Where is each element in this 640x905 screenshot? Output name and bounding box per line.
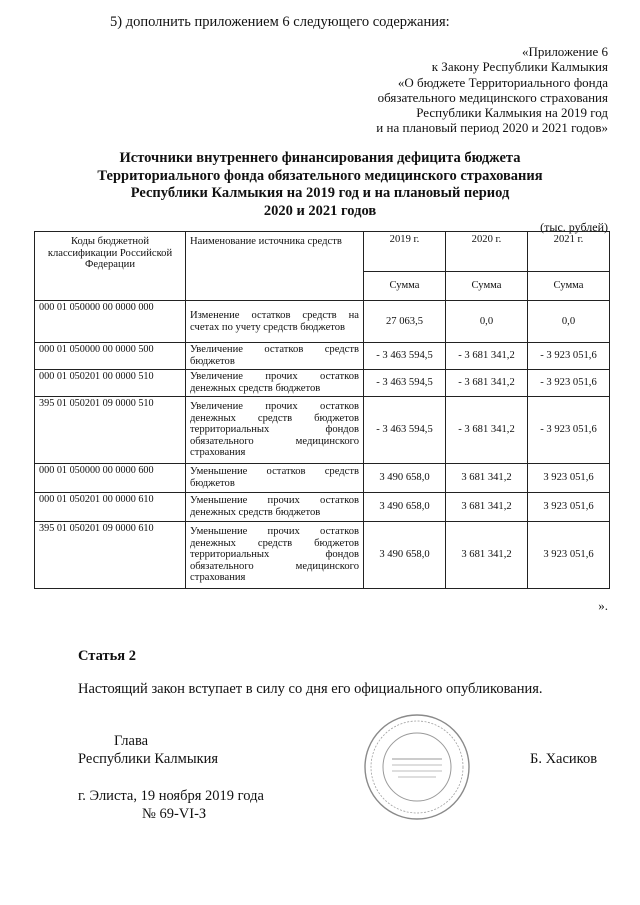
annex-reference: [376, 44, 608, 136]
row-value-2020: - 3 681 341,2: [446, 397, 528, 464]
annex-line: «Приложение 6: [521, 44, 608, 59]
annex-line: к Закону Республики Калмыкия: [431, 59, 608, 75]
row-value-2019: 3 490 658,0: [364, 522, 446, 589]
place-date: г. Элиста, 19 ноября 2019 года: [78, 788, 264, 804]
row-value-2019: - 3 463 594,5: [364, 343, 446, 370]
table-row: [35, 493, 610, 522]
header-sum: Сумма: [528, 272, 610, 301]
signature-title-line1: Глава: [114, 733, 149, 749]
official-seal-icon: [362, 712, 472, 822]
row-code: 000 01 050000 00 0000 000: [35, 301, 186, 343]
table-row: [35, 522, 610, 589]
header-year-2019: 2019 г.: [364, 232, 446, 272]
row-value-2019: 27 063,5: [364, 301, 446, 343]
row-value-2021: - 3 923 051,6: [528, 343, 610, 370]
row-value-2020: - 3 681 341,2: [446, 370, 528, 397]
annex-line: Республики Калмыкия на 2019 год: [416, 105, 608, 121]
row-name: Увеличение остатков средств бюджетов: [186, 343, 364, 370]
header-sum: Сумма: [364, 272, 446, 301]
row-value-2020: 3 681 341,2: [446, 522, 528, 589]
article-heading: Статья 2: [78, 648, 136, 664]
row-name: Увеличение прочих остатков денежных средств бюджетов территориальных фондов обязательного медицинского страхования: [186, 397, 364, 464]
header-year-2021: 2021 г.: [528, 232, 610, 272]
annex-line: и на плановый период 2020 и 2021 годов»: [376, 120, 608, 136]
table-row: [35, 301, 610, 343]
row-code: 000 01 050000 00 0000 600: [35, 464, 186, 493]
row-code: 395 01 050201 09 0000 510: [35, 397, 186, 464]
title-line: 2020 и 2021 годов: [263, 202, 377, 219]
signature-title-line2: Республики Калмыкия: [78, 751, 219, 767]
row-code: 395 01 050201 09 0000 610: [35, 522, 186, 589]
row-value-2021: 3 923 051,6: [528, 522, 610, 589]
row-value-2021: 3 923 051,6: [528, 464, 610, 493]
table-row: [35, 397, 610, 464]
document-title: [60, 150, 580, 220]
row-value-2020: 3 681 341,2: [446, 464, 528, 493]
row-value-2019: 3 490 658,0: [364, 464, 446, 493]
budget-sources-table: [34, 231, 610, 589]
row-value-2021: 3 923 051,6: [528, 493, 610, 522]
row-value-2020: 3 681 341,2: [446, 493, 528, 522]
row-code: 000 01 050201 00 0000 610: [35, 493, 186, 522]
title-line: Территориального фонда обязательного медицинского страхования: [97, 167, 543, 184]
row-value-2021: 0,0: [528, 301, 610, 343]
title-line: Источники внутреннего финансирования дефицита бюджета: [119, 150, 521, 166]
row-name: Уменьшение прочих остатков денежных средств бюджетов территориальных фондов обязательного медицинского страхования: [186, 522, 364, 589]
intro-text: 5) дополнить приложением 6 следующего содержания:: [110, 14, 450, 30]
table-header-row: [35, 232, 610, 272]
row-value-2020: 0,0: [446, 301, 528, 343]
row-value-2020: - 3 681 341,2: [446, 343, 528, 370]
header-year-2020: 2020 г.: [446, 232, 528, 272]
table-row: [35, 343, 610, 370]
signatory-name: Б. Хасиков: [530, 751, 598, 767]
row-name: Уменьшение прочих остатков денежных средств бюджетов: [186, 493, 364, 522]
row-value-2019: 3 490 658,0: [364, 493, 446, 522]
row-name: Увеличение прочих остатков денежных средств бюджетов: [186, 370, 364, 397]
law-text: Настоящий закон вступает в силу со дня его официального опубликования.: [78, 681, 543, 697]
row-code: 000 01 050201 00 0000 510: [35, 370, 186, 397]
title-line: Республики Калмыкия на 2019 год и на плановый период: [130, 185, 510, 201]
header-name: Наименование источника средств: [186, 232, 364, 301]
row-name: Уменьшение остатков средств бюджетов: [186, 464, 364, 493]
closing-quote: ».: [598, 598, 608, 613]
row-value-2019: - 3 463 594,5: [364, 370, 446, 397]
law-number: № 69-VI-З: [142, 806, 207, 822]
row-name: Изменение остатков средств на счетах по учету средств бюджетов: [186, 301, 364, 343]
row-value-2021: - 3 923 051,6: [528, 370, 610, 397]
table-row: [35, 464, 610, 493]
row-value-2021: - 3 923 051,6: [528, 397, 610, 464]
row-value-2019: - 3 463 594,5: [364, 397, 446, 464]
row-code: 000 01 050000 00 0000 500: [35, 343, 186, 370]
header-sum: Сумма: [446, 272, 528, 301]
table-row: [35, 370, 610, 397]
annex-line: обязательного медицинского страхования: [377, 89, 608, 105]
units-label: (тыс. рублей): [540, 220, 608, 234]
header-code: Коды бюджетной классификации Российской Федерации: [35, 232, 186, 301]
annex-line: «О бюджете Территориального фонда: [397, 74, 608, 90]
